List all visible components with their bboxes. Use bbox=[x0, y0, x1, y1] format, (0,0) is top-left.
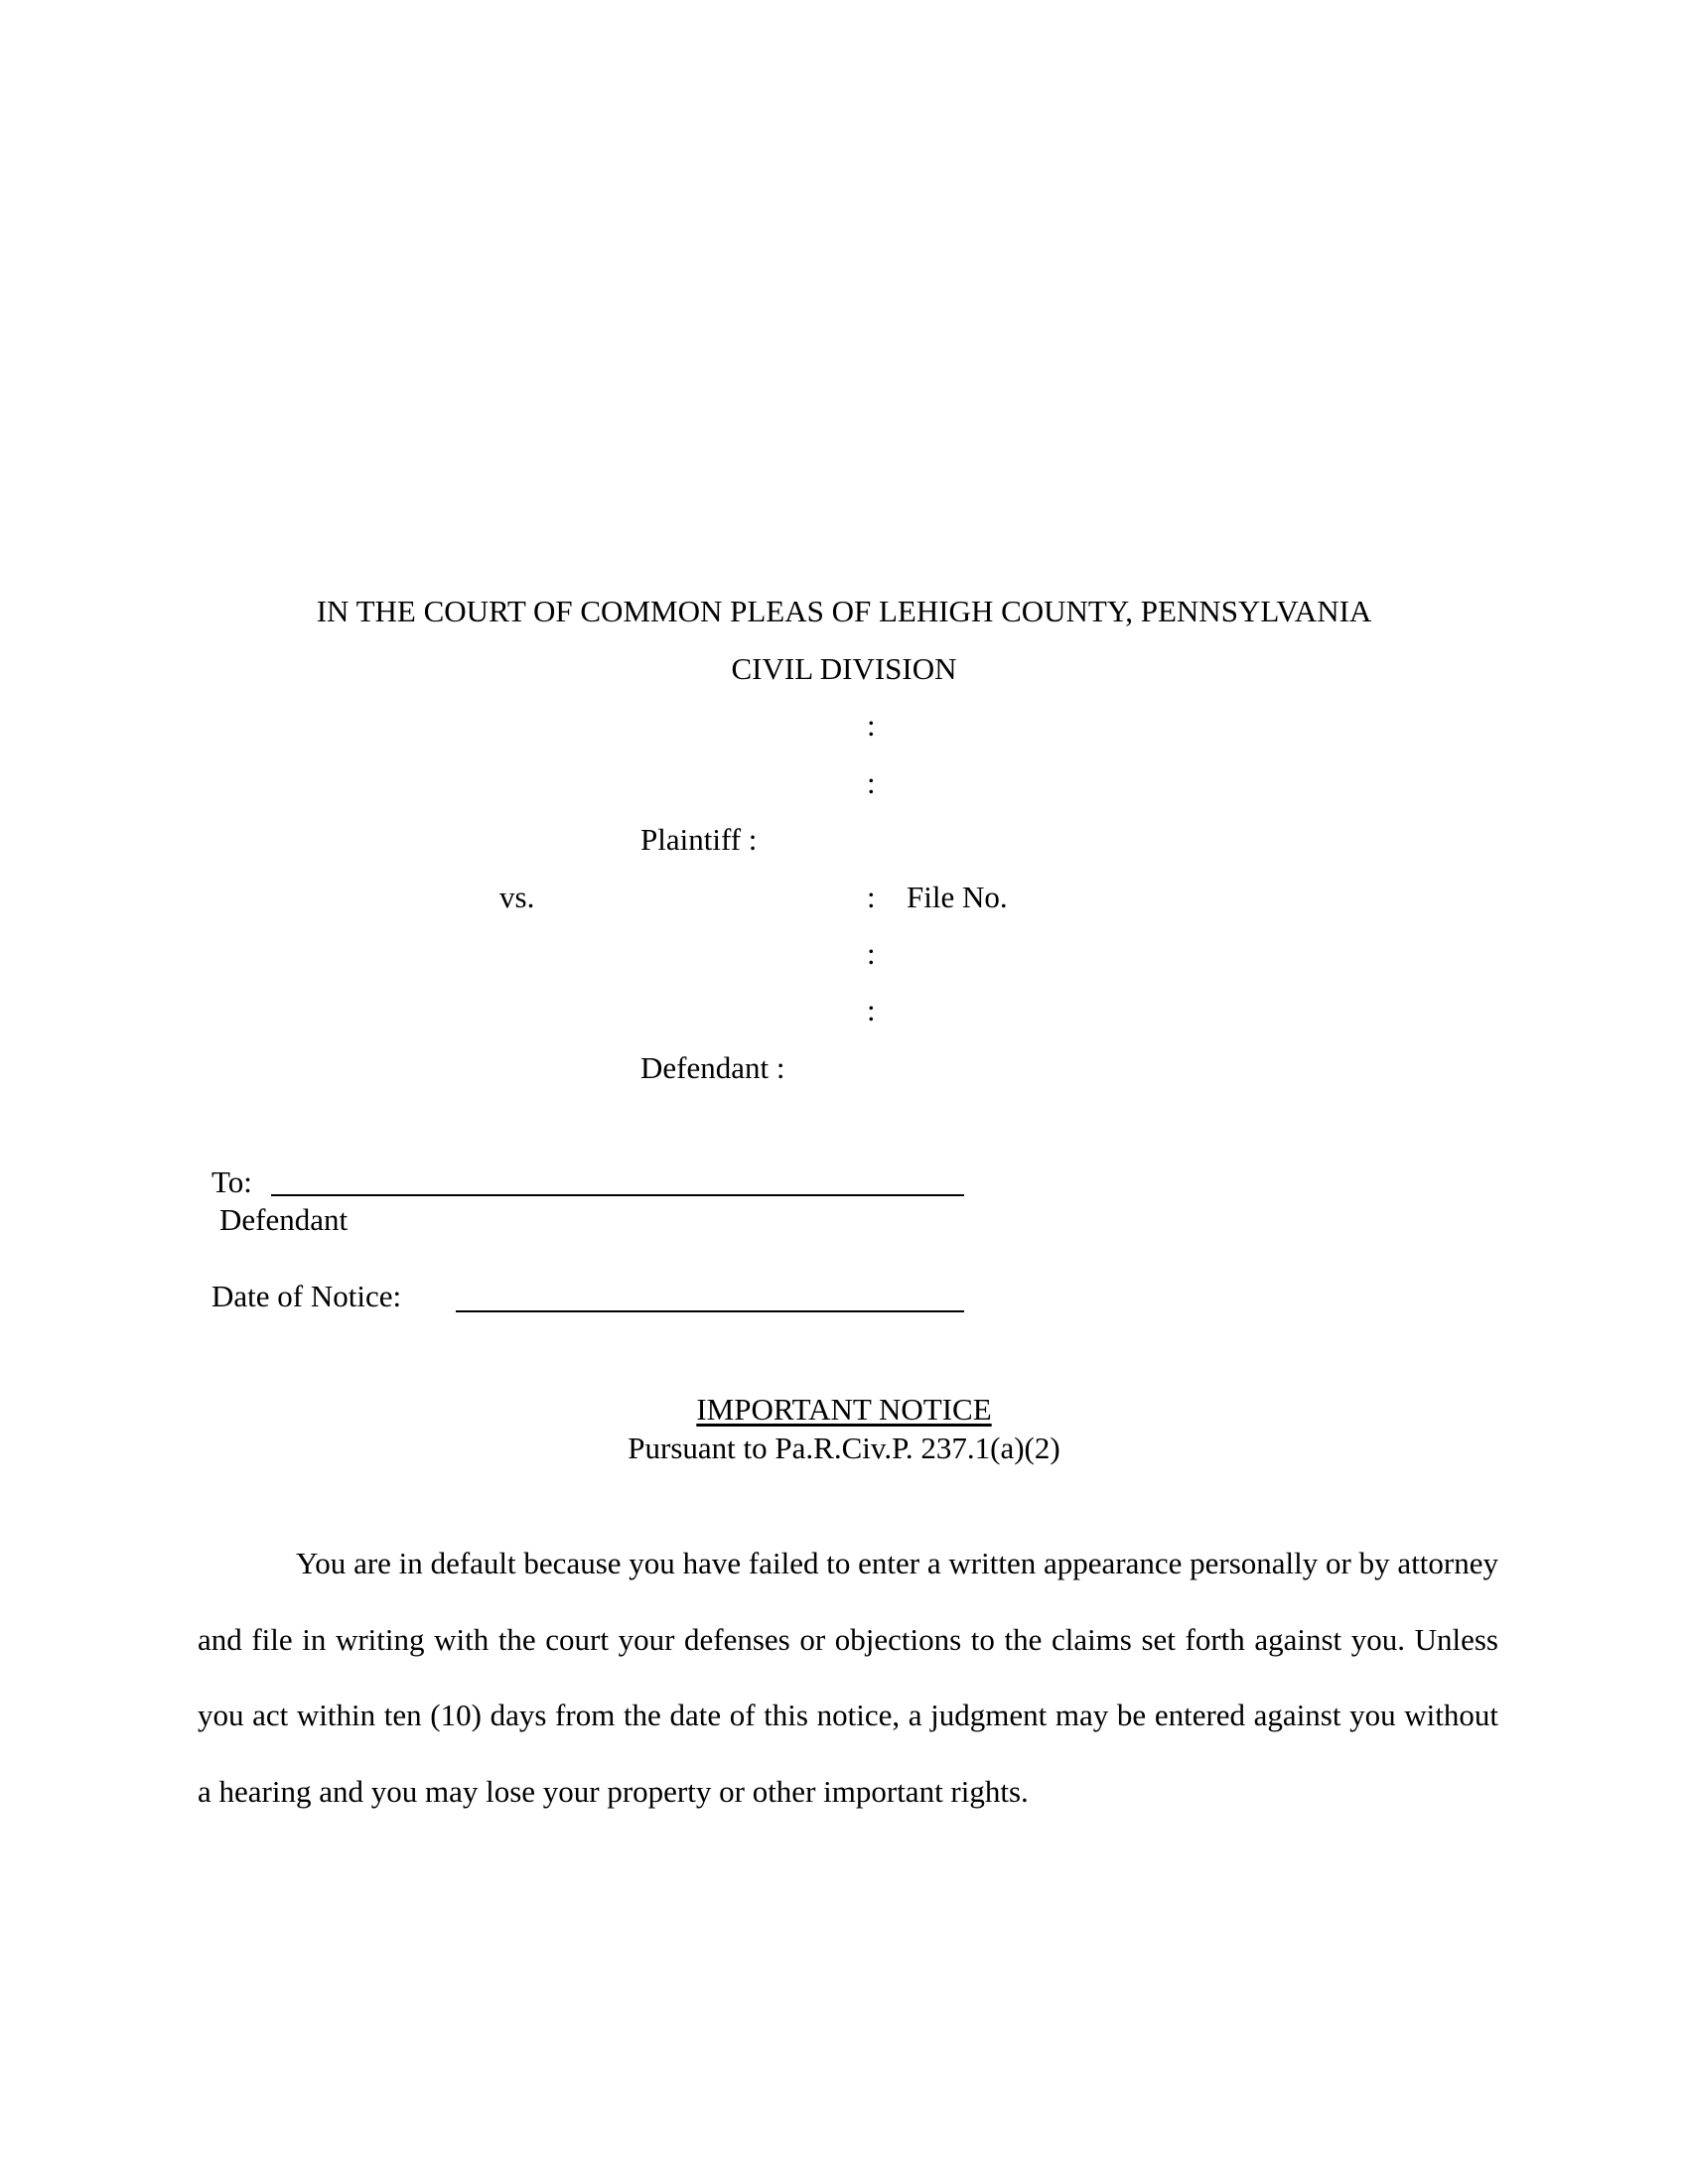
division-title: CIVIL DIVISION bbox=[731, 651, 957, 686]
caption-colon: : bbox=[867, 993, 876, 1027]
caption-colon: : bbox=[867, 765, 876, 800]
to-defendant-label: Defendant bbox=[219, 1202, 349, 1237]
notice-body: You are in default because you have failed to enter a written appearance personally or by attorney and file in writing with the court your defenses or objections to the claims set forth against you. Unless you act within ten (10) days from the date of this notice, a judgment may be entered against you without a hearing and you may lose your property or other important rights. bbox=[198, 1546, 1498, 1809]
notice-title: IMPORTANT NOTICE bbox=[696, 1392, 992, 1427]
caption-colon: : bbox=[867, 708, 876, 743]
to-label: To: bbox=[211, 1164, 252, 1199]
to-line bbox=[271, 1194, 964, 1196]
date-line bbox=[456, 1310, 964, 1312]
file-no-label: File No. bbox=[907, 880, 1008, 914]
caption-colon: : bbox=[867, 936, 876, 971]
vs-label: vs. bbox=[499, 880, 535, 914]
notice-subtitle: Pursuant to Pa.R.Civ.P. 237.1(a)(2) bbox=[628, 1431, 1060, 1465]
court-title: IN THE COURT OF COMMON PLEAS OF LEHIGH COUNTY, PENNSYLVANIA bbox=[316, 594, 1372, 628]
defendant-label: Defendant : bbox=[640, 1050, 785, 1085]
caption-colon: : bbox=[867, 880, 876, 914]
plaintiff-label: Plaintiff : bbox=[640, 822, 758, 857]
date-of-notice-label: Date of Notice: bbox=[211, 1279, 402, 1313]
